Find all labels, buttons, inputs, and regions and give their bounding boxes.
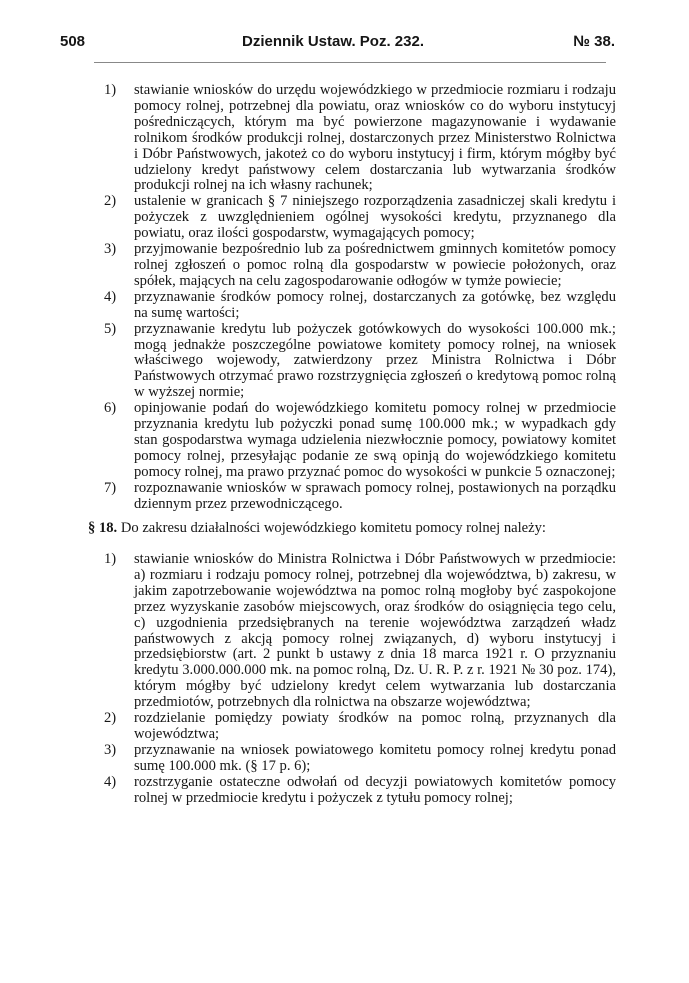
page-header xyxy=(50,30,615,54)
section-heading: § 18. xyxy=(88,520,118,537)
item-text: rozstrzyganie ostateczne odwołań od decyzji powiatowych komitetów pomocy rolnej w przedmiocie kredytu i pożyczek z tytułu pomocy rolnej; xyxy=(134,773,616,806)
item-text: stawianie wniosków do urzędu wojewódzkiego w przedmiocie rozmiaru i rodzaju pomocy rolnej, potrzebnej dla powiatu, oraz wniosków co do wyboru instytucyj pośredniczących, którym ma być powierzone magazynowanie i wydawanie rolnikom środków produkcji rolnej, dostarczonych przez Ministerstwo Rolnictwa i Dóbr Państwowych, jakoteż co do wyboru instytucyj i firm, którym mógłby być udzielony kredyt państwowy celem dostarczania lub wytwarzania środków produkcji rolnej na ich własny rachunek; xyxy=(134,82,616,194)
item-number: 3) xyxy=(104,741,117,758)
issue-number: № 38. xyxy=(573,33,615,50)
item-text: przyznawanie środków pomocy rolnej, dostarczanych za gotówkę, bez względu na sumę wartości; xyxy=(134,288,616,321)
item-text: rozpoznawanie wniosków w sprawach pomocy rolnej, postawionych na porządku dziennym przez przewodniczącego. xyxy=(134,479,616,512)
section-intro: Do zakresu działalności wojewódzkiego komitetu pomocy rolnej należy: xyxy=(120,520,546,537)
item-number: 6) xyxy=(104,400,117,417)
list-item xyxy=(94,775,616,807)
list-item xyxy=(94,194,616,242)
item-text: przyjmowanie bezpośrednio lub za pośrednictwem gminnych komitetów pomocy rolnej zgłoszeń o pomoc rolną dla gospodarstw w powiecie położonych, oraz spółek, mających na celu zagospodarowanie odłogów w tymże powiecie; xyxy=(134,241,616,289)
list-item xyxy=(94,83,616,194)
list-item xyxy=(94,242,616,290)
item-text: stawianie wniosków do Ministra Rolnictwa i Dóbr Państwowych w przedmiocie: a) rozmiaru i rodzaju pomocy rolnej, potrzebnej dla województwa, b) zakresu, w jakim zapotrzebowanie województwa na pomoc rolną mogłoby być zaspokojone przez wyzyskanie zasobów miejscowych, oraz środków do osiągnięcia tego celu, c) uzgodnienia przedsiębranych na terenie województwa zarządzeń władz państwowych z akcją pomocy rolnej związanych, d) wyboru instytucyj i przedsiębiorstw (art. 2 punkt b ustawy z dnia 18 marca 1921 r. O przyznaniu kredytu 3.000.000.000 mk. na pomoc rolną, Dz. U. R. P. z r. 1921 № 30 poz. 174), którym mógłby być udzielony kredyt celem wytwarzania lub dostarczania przedmiotów, potrzebnych dla rolnictwa na obszarze województwa; xyxy=(134,550,616,711)
list-item xyxy=(94,711,616,743)
item-number: 4) xyxy=(104,288,117,305)
item-text: rozdzielanie pomiędzy powiaty środków na pomoc rolną, przyznanych dla województwa; xyxy=(134,710,616,742)
item-text: ustalenie w granicach § 7 niniejszego rozporządzenia zasadniczej skali kredytu i pożyczek z uwzględnieniem ogólnej wysokości kredytu, przyznanego dla powiatu, oraz ilości gospodarstw, wymagających pomocy; xyxy=(134,193,616,242)
item-number: 7) xyxy=(104,479,117,496)
item-number: 2) xyxy=(104,193,117,210)
section-18-paragraph xyxy=(88,521,616,537)
item-text: przyznawanie kredytu lub pożyczek gotówkowych do wysokości 100.000 mk.; mogą jednakże poszczególne powiatowe komitety pomocy rolnej, na wniosek właściwego wojewody, zatwierdzony przez Ministra Rolnictwa i Dóbr Państwowych otrzymać prawo rozstrzygnięcia zgłoszeń o kredytową pomoc rolną w wyższej normie; xyxy=(134,320,616,401)
voivodeship-committee-duties-list xyxy=(94,552,616,807)
item-number: 3) xyxy=(104,241,117,258)
item-number: 5) xyxy=(104,320,117,337)
committee-duties-list xyxy=(94,83,616,512)
list-item xyxy=(94,322,616,402)
list-item xyxy=(94,401,616,481)
page-number: 508 xyxy=(60,33,86,50)
item-number: 1) xyxy=(104,82,117,98)
page-body xyxy=(88,82,616,806)
item-number: 4) xyxy=(104,773,117,790)
item-text: przyznawanie na wniosek powiatowego komitetu pomocy rolnej kredytu ponad sumę 100.000 mk. (§ 17 p. 6); xyxy=(134,741,616,774)
item-number: 2) xyxy=(104,710,117,727)
list-item xyxy=(94,290,616,322)
list-item xyxy=(94,552,616,711)
journal-title: Dziennik Ustaw. Poz. 232. xyxy=(242,33,424,50)
list-item xyxy=(94,481,616,513)
item-number: 1) xyxy=(104,550,117,567)
list-item xyxy=(94,743,616,775)
item-text: opinjowanie podań do wojewódzkiego komitetu pomocy rolnej w przedmiocie przyznania kredytu lub pożyczki ponad sumę 100.000 mk.; w wypadkach gdy stan gospodarstwa wymaga udzielenia niezwłocznie pomocy, powiatowy komitet pomocy rolnej, przesyłając podanie ze swą opinją do wojewódzkiego komitetu pomocy rolnej, ma prawo przyznać pomoc do wysokości w punkcie 5 oznaczonej; xyxy=(134,400,616,480)
header-divider xyxy=(94,62,606,63)
